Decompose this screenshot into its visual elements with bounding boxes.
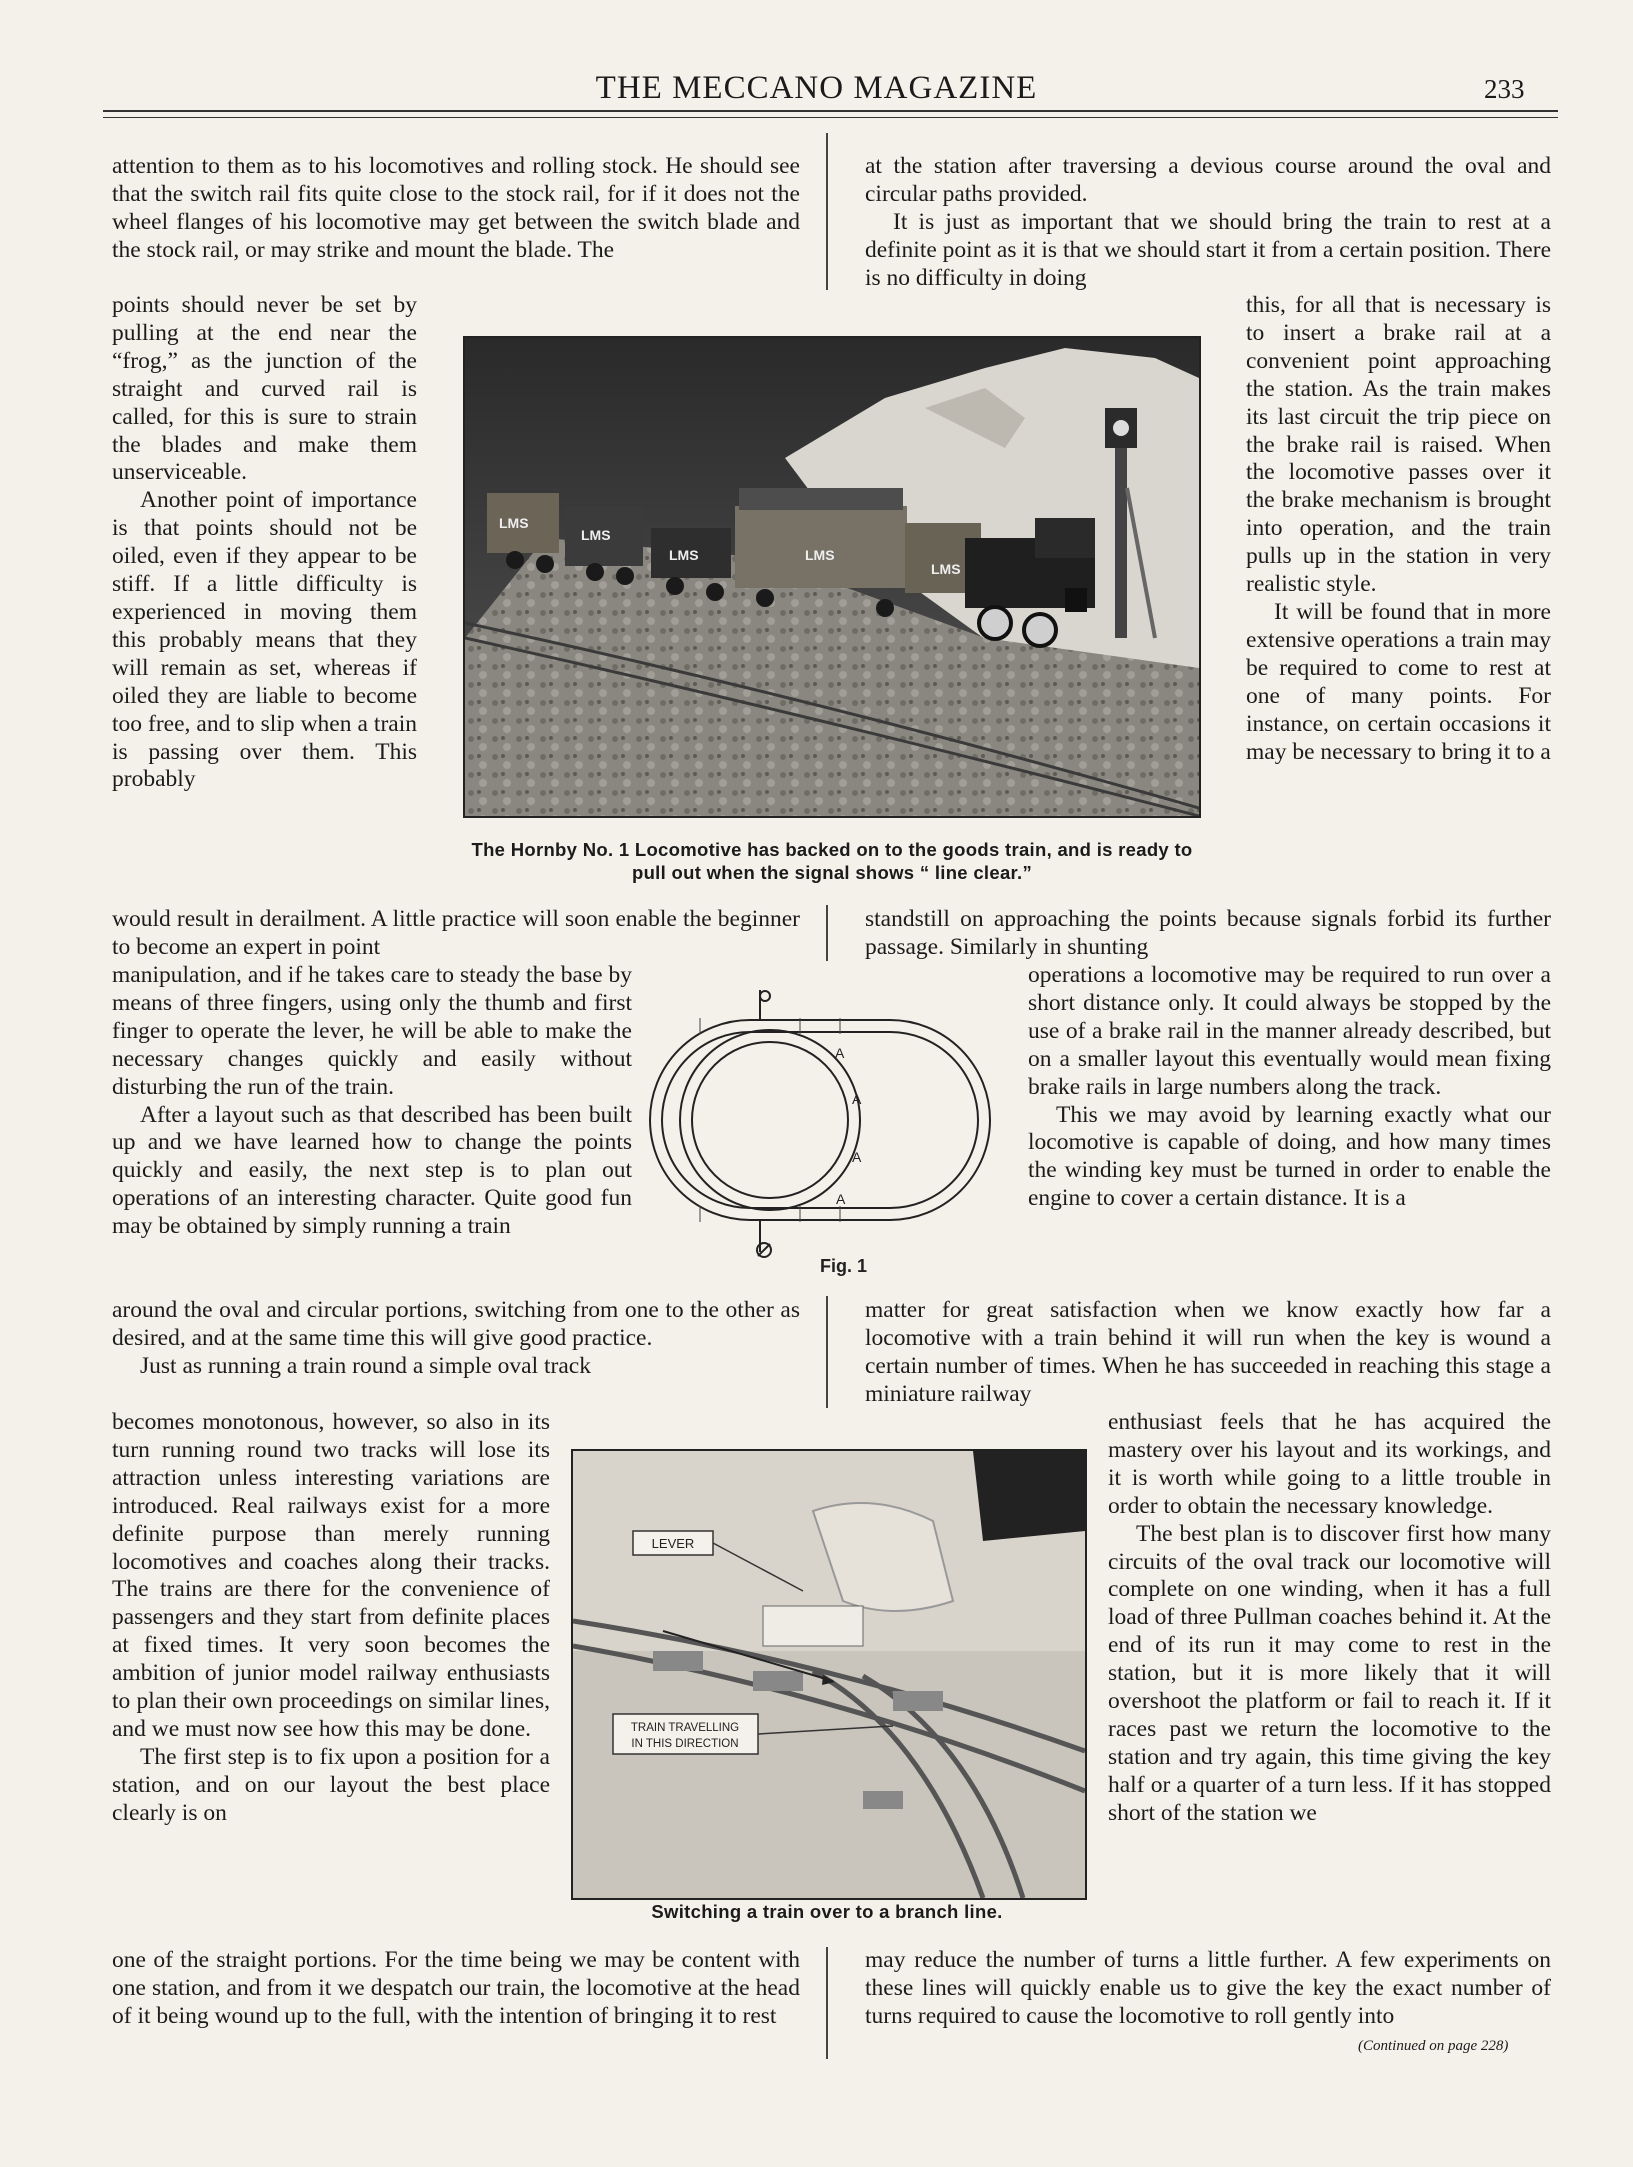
inner-circle-track [680, 1030, 860, 1210]
locomotive-photo-caption: The Hornby No. 1 Locomotive has backed on to the goods train, and is ready to pull out when the signal shows “ line clear.” [471, 839, 1193, 883]
outer-oval-track [650, 1020, 990, 1220]
article-text-left-fig1: manipulation, and if he takes care to steady the base by means of three fingers, using only the thumb and first finger to operate the lever, he will be able to make the necessary changes quickly and easily without disturbing the run of the train. After a layout such as that described has been built up and we have learned how to change the points quickly and easily, the next step is to plan out operations of an interesting character. Quite good fun may be obtained by simply running a train [112, 962, 632, 1240]
column-divider [826, 1947, 828, 2059]
figure-label: Fig. 1 [820, 1256, 868, 1276]
column-divider [826, 1296, 828, 1408]
article-text-left-bottom: one of the straight portions. For the time being we may be content with one station, and from it we despatch our train, the locomotive at the head of it being wound up to the full, with the intention of bringing it to rest [112, 1947, 800, 2029]
article-text-right-lower: matter for great satisfaction when we know exactly how far a locomotive with a train behind it will run when the key is wound a certain number of times. When he has succeeded in reaching this stage a miniature railway [865, 1297, 1551, 1407]
inner-circle-inner-rail [692, 1042, 848, 1198]
wagon-label: LMS [805, 547, 835, 563]
points-mark: A [835, 1045, 845, 1061]
article-text-left-lower: around the oval and circular portions, switching from one to the other as desired, and at the same time this will give good practice. Just as running a train round a simple oval track [112, 1297, 800, 1379]
header-rule-bottom [103, 117, 1558, 118]
continued-note: (Continued on page 228) [1358, 2038, 1509, 2054]
lever-label: LEVER [651, 1536, 695, 1551]
switching-photo [571, 1449, 1087, 1900]
signal-icon [760, 990, 770, 1001]
article-text-left-fig3: becomes monotonous, however, so also in its turn running round two tracks will lose its attraction unless interesting variations are introduced. Real railways exist for a more definite purpose than merely running locomotives and coaches along their tracks. The trains are there for the convenience of passengers and they start from definite places at fixed times. It very soon becomes the ambition of junior model railway enthusiasts to plan their own proceedings on similar lines, and we must now see how this may be done. The first step is to fix upon a position for a station, and on our layout the best place clearly is on [112, 1409, 550, 1826]
outer-oval-inner-rail [662, 1032, 978, 1208]
points-mark: A [852, 1149, 862, 1165]
column-divider [826, 133, 828, 290]
column-divider [826, 905, 828, 961]
direction-label: IN THIS DIRECTION [631, 1738, 739, 1750]
wagon-label: LMS [931, 561, 961, 577]
article-text-left-top: attention to them as to his locomotives and rolling stock. He should see that the switch rail fits quite close to the stock rail, for if it does not the wheel flanges of his locomotive may get between the switch blade and the stock rail, or may strike and mount the blade. The [112, 153, 800, 263]
wagon-label: LMS [499, 515, 529, 531]
direction-label: TRAIN TRAVELLING [630, 1722, 740, 1734]
article-text-left-narrow: points should never be set by pulling at the end near the “frog,” as the junction of the straight and curved rail is called, for this is sure to strain the blades and make them unserviceable. Another point of importance is that points should not be oiled, even if they appear to be stiff. If a little difficulty is experienced in moving them this probably means that they will remain as set, whereas if oiled they are liable to become too free, and to slip when a train is passing over them. This probably [112, 292, 417, 793]
magazine-title: THE MECCANO MAGAZINE [595, 70, 1038, 106]
article-text-right-narrow: this, for all that is necessary is to insert a brake rail at a convenient point approaching the station. As the train makes its last circuit the trip piece on the brake rail is raised. When the locomotive passes over it the brake mechanism is brought into operation, and the train pulls up in the station in very realistic style. It will be found that in more extensive operations a train may be required to come to rest at one of many points. For instance, on certain occasions it may be necessary to bring it to a [1246, 292, 1551, 765]
article-text-right-mid: standstill on approaching the points because signals forbid its further passage. Similarly in shunting [865, 906, 1551, 960]
locomotive-photo-illustration [465, 338, 1199, 816]
article-text-right-top: at the station after traversing a devious course around the oval and circular paths provided. It is just as important that we should bring the train to rest at a definite point as it is that we should start it from a certain position. There is no difficulty in doing [865, 153, 1551, 291]
points-mark: A [836, 1191, 846, 1207]
page-number: 233 [1484, 74, 1525, 104]
wagon-label: LMS [581, 527, 611, 543]
switching-photo-illustration [573, 1451, 1085, 1898]
article-text-right-fig3: enthusiast feels that he has acquired the mastery over his layout and its workings, and it is worth while going to a little trouble in order to obtain the necessary knowledge. The best plan is to discover first how many circuits of the oval track our locomotive will complete on one winding, when it has a full load of three Pullman coaches behind it. At the end of its run it may come to rest in the station, but it is more likely that it will overshoot the platform or fail to reach it. If it races past we return the locomotive to the station and try again, this time giving the key half or a quarter of a turn less. If it has stopped short of the station we [1108, 1409, 1551, 1826]
switching-photo-caption: Switching a train over to a branch line. [651, 1901, 1003, 1922]
points-mark: A [852, 1091, 862, 1107]
track-layout-diagram [640, 990, 1020, 1280]
article-text-right-fig1: operations a locomotive may be required to run over a short distance only. It could always be stopped by the use of a brake rail in the manner already described, but on a smaller layout this eventually would mean fixing brake rails in large numbers along the track. This we may avoid by learning exactly what our locomotive is capable of doing, and how many times the winding key must be turned in order to enable the engine to cover a certain distance. It is a [1028, 962, 1551, 1212]
locomotive-photo [463, 336, 1201, 818]
article-text-right-bottom: may reduce the number of turns a little further. A few experiments on these lines will quickly enable us to give the key the exact number of turns required to cause the locomotive to roll gently into [865, 1947, 1551, 2029]
article-text-left-mid: would result in derailment. A little practice will soon enable the beginner to become an expert in point [112, 906, 800, 960]
header-rule-top [103, 110, 1558, 112]
wagon-label: LMS [669, 547, 699, 563]
